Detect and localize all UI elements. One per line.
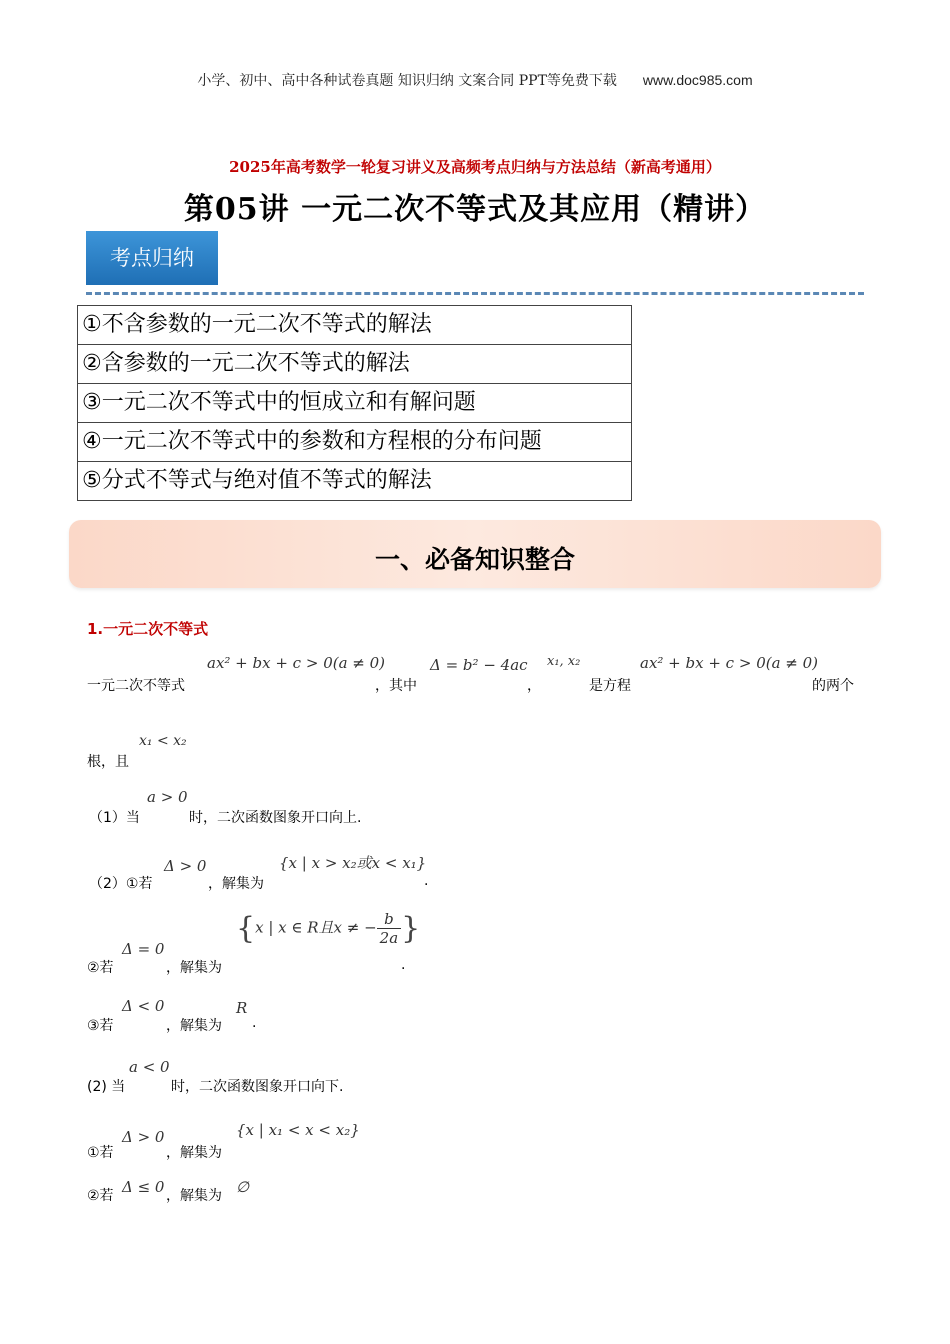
case1-sub1-text-a: （2）①若 xyxy=(89,876,153,892)
section-heading: 1.一元二次不等式 xyxy=(87,620,209,638)
case1-sub2-condition: Δ = 0 xyxy=(122,940,165,958)
table-row xyxy=(78,345,632,384)
header-site: www.doc985.com xyxy=(642,72,753,88)
topics-badge: 考点归纳 xyxy=(86,231,218,285)
inequality-formula: ax² + bx + c > 0(a ≠ 0) xyxy=(207,654,386,672)
case1-sub3-text-b: ，解集为 xyxy=(166,1018,222,1034)
fraction-numerator: b xyxy=(377,910,402,929)
fraction xyxy=(377,910,402,947)
intro-comma: ， xyxy=(527,678,541,694)
topic-item: ②含参数的一元二次不等式的解法 xyxy=(78,345,632,384)
intro-text-c: 是方程 xyxy=(589,678,631,694)
intro-text-d: 的两个 xyxy=(812,678,854,694)
roots-formula: x₁, x₂ xyxy=(547,654,581,669)
case1-sub3-solution-set: R xyxy=(236,999,248,1017)
topic-item: ①不含参数的一元二次不等式的解法 xyxy=(78,306,632,345)
table-row xyxy=(78,384,632,423)
period: . xyxy=(401,957,406,973)
fraction-denominator: 2a xyxy=(379,929,399,947)
delta-definition: Δ = b² − 4ac xyxy=(430,656,528,674)
case2-sub1-condition: Δ > 0 xyxy=(122,1128,165,1146)
case1-text-b: 时，二次函数图象开口向上. xyxy=(189,810,362,826)
header-text: 小学、初中、高中各种试卷真题 知识归纳 文案合同 PPT等免费下载 xyxy=(197,73,617,89)
case2-condition: a < 0 xyxy=(129,1058,170,1076)
page-header xyxy=(0,70,950,90)
case2-sub2-solution-set: ∅ xyxy=(236,1178,250,1196)
table-row xyxy=(78,423,632,462)
page-title: 第05讲 一元二次不等式及其应用（精讲） xyxy=(183,192,767,227)
dashed-divider xyxy=(86,292,864,295)
case2-sub2-condition: Δ ≤ 0 xyxy=(122,1178,165,1196)
case2-sub1-text-a: ①若 xyxy=(87,1145,114,1161)
case1-sub3-condition: Δ < 0 xyxy=(122,997,165,1015)
table-row xyxy=(78,462,632,501)
case2-sub2-text-b: ，解集为 xyxy=(166,1188,222,1204)
period: . xyxy=(424,873,429,889)
period: . xyxy=(252,1015,257,1031)
case1-sub1-solution-set: {x | x > x₂或x < x₁} xyxy=(279,854,427,872)
intro-text-b: ，其中 xyxy=(375,678,417,694)
case2-sub2-text-a: ②若 xyxy=(87,1188,114,1204)
case1-sub2-solution-set xyxy=(236,910,420,947)
left-brace: { xyxy=(236,911,256,946)
case2-sub1-solution-set: {x | x₁ < x < x₂} xyxy=(236,1121,360,1139)
section-banner-title: 一、必备知识整合 xyxy=(374,545,575,574)
intro-text-e: 根，且 xyxy=(87,754,129,770)
subtitle: 2025年高考数学一轮复习讲义及高频考点归纳与方法总结（新高考通用） xyxy=(229,158,721,176)
topic-item: ③一元二次不等式中的恒成立和有解问题 xyxy=(78,384,632,423)
case1-sub3-text-a: ③若 xyxy=(87,1018,114,1034)
case2-text-a: (2) 当 xyxy=(87,1079,126,1095)
case1-sub2-text-b: ，解集为 xyxy=(166,960,222,976)
table-row xyxy=(78,306,632,345)
topic-item: ④一元二次不等式中的参数和方程根的分布问题 xyxy=(78,423,632,462)
topics-table xyxy=(77,305,632,501)
case2-sub1-text-b: ，解集为 xyxy=(166,1145,222,1161)
case1-text-a: （1）当 xyxy=(89,810,140,826)
right-brace: } xyxy=(401,911,421,946)
root-order-formula: x₁ < x₂ xyxy=(139,733,187,749)
case1-sub1-condition: Δ > 0 xyxy=(164,857,207,875)
case2-text-b: 时，二次函数图象开口向下. xyxy=(171,1079,344,1095)
intro-text-a: 一元二次不等式 xyxy=(87,678,185,694)
case1-sub1-text-b: ，解集为 xyxy=(208,876,264,892)
case1-condition: a > 0 xyxy=(147,788,188,806)
equation-formula: ax² + bx + c > 0(a ≠ 0) xyxy=(640,654,819,672)
topic-item: ⑤分式不等式与绝对值不等式的解法 xyxy=(78,462,632,501)
case1-sub2-text-a: ②若 xyxy=(87,960,114,976)
set-builder-text: x | x ∈ R且x ≠ − xyxy=(255,918,377,937)
